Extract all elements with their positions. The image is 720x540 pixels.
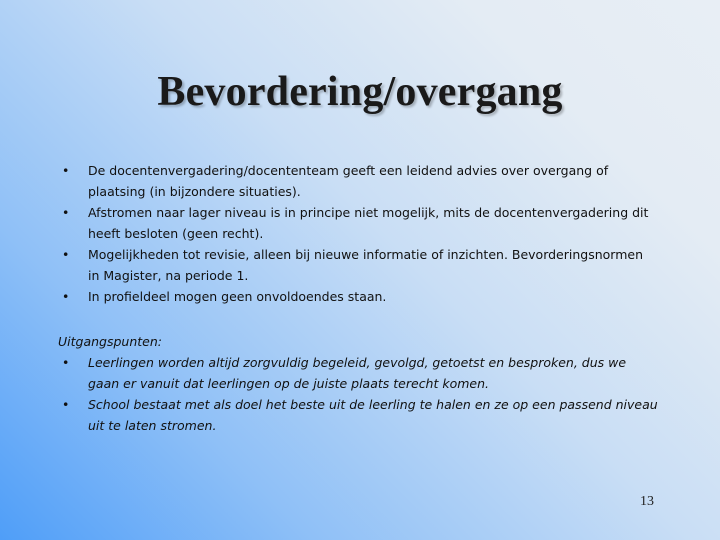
bullet-text: Afstromen naar lager niveau is in principe niet mogelijk, mits de docentenvergadering dit heeft besloten (geen recht). bbox=[88, 205, 649, 241]
page-number: 13 bbox=[640, 494, 654, 509]
bullet-icon: • bbox=[62, 355, 70, 370]
list-item bbox=[58, 394, 658, 436]
list-item bbox=[58, 244, 658, 286]
list-item bbox=[58, 160, 658, 202]
list-item bbox=[58, 202, 658, 244]
bullet-text: Leerlingen worden altijd zorgvuldig begeleid, gevolgd, getoetst en besproken, dus we gaan er vanuit dat leerlingen op de juiste plaats terecht komen. bbox=[88, 355, 627, 391]
bullet-text: Mogelijkheden tot revisie, alleen bij nieuwe informatie of inzichten. Bevorderingsnormen in Magister, na periode 1. bbox=[88, 247, 644, 283]
slide-title: Bevordering/overgang bbox=[157, 69, 563, 115]
list-item bbox=[58, 352, 658, 394]
uitgangspunten-section bbox=[58, 331, 658, 436]
bullet-text: De docentenvergadering/docententeam geeft een leidend advies over overgang of plaatsing (in bijzondere situaties). bbox=[88, 163, 609, 199]
bullet-icon: • bbox=[62, 289, 70, 304]
bullet-list bbox=[58, 160, 658, 307]
list-item bbox=[58, 286, 658, 307]
bullet-icon: • bbox=[62, 247, 70, 262]
section-bullet-list bbox=[58, 352, 658, 436]
bullet-text: School bestaat met als doel het beste uit de leerling te halen en ze op een passend niveau uit te laten stromen. bbox=[88, 397, 658, 433]
bullet-icon: • bbox=[62, 163, 70, 178]
bullet-icon: • bbox=[62, 397, 70, 412]
bullet-icon: • bbox=[62, 205, 70, 220]
bullet-text: In profieldeel mogen geen onvoldoendes staan. bbox=[88, 289, 387, 304]
section-heading: Uitgangspunten: bbox=[58, 334, 162, 349]
